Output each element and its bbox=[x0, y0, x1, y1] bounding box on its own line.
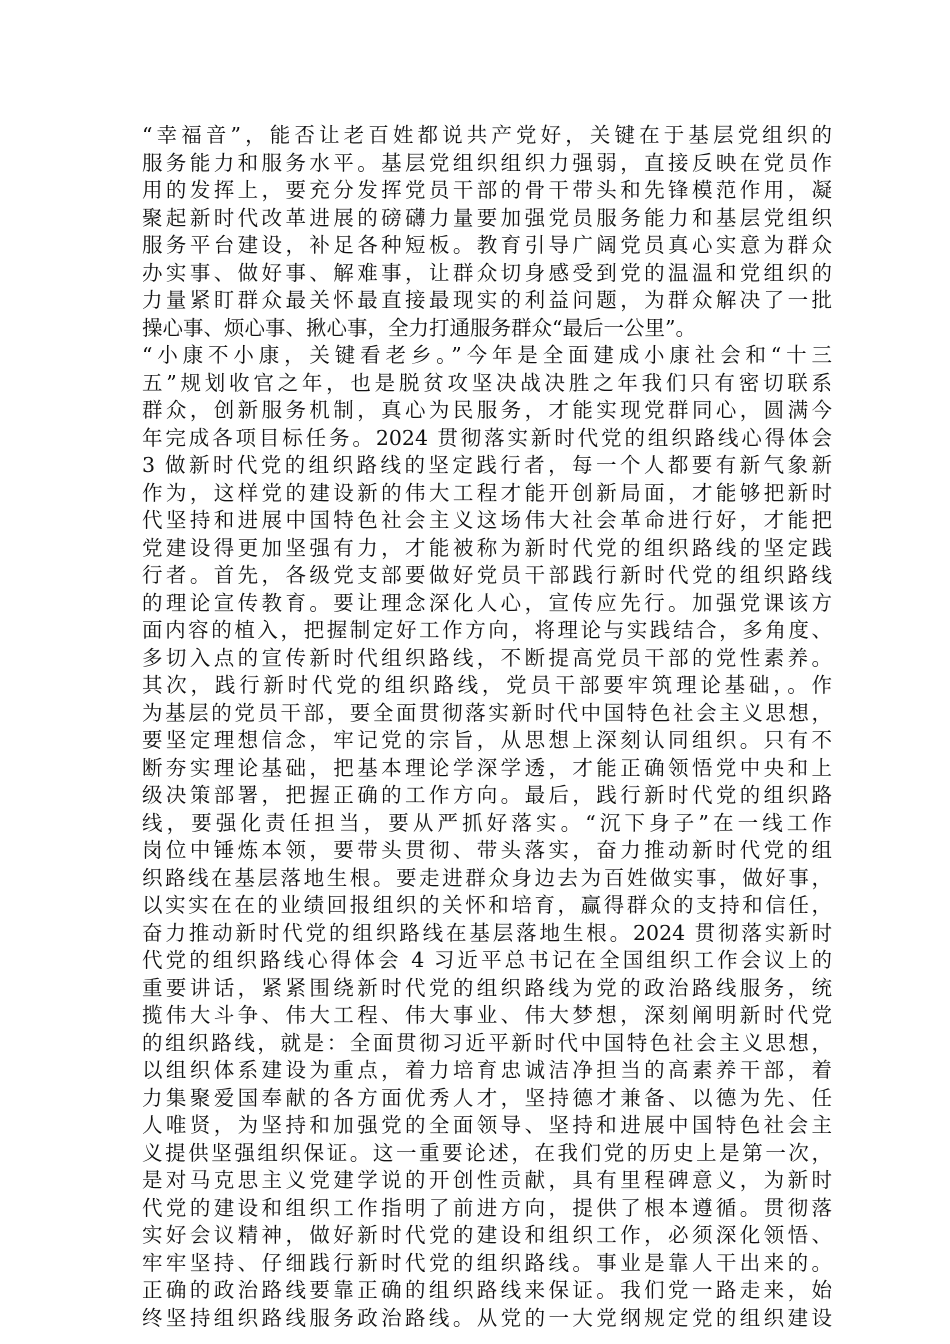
text-line: 代党的建设和组织工作指明了前进方向，提供了根本遵循。贯彻落 bbox=[142, 1195, 832, 1220]
text-line: 是对马克思主义党建学说的开创性贡献，具有里程碑意义，为新时 bbox=[142, 1168, 832, 1192]
text-line: 用的发挥上，要充分发挥党员干部的骨干带头和先锋模范作用，凝 bbox=[142, 178, 832, 202]
text-line: 力集聚爱国奉献的各方面优秀人才，坚持德才兼备、以德为先、任 bbox=[142, 1085, 832, 1110]
text-line: 级决策部署，把握正确的工作方向。最后，践行新时代党的组织路 bbox=[142, 783, 832, 807]
text-line: 终坚持组织路线服务政治路线。从党的一大党纲规定党的组织建设 bbox=[142, 1305, 832, 1330]
text-line: 奋力推动新时代党的组织路线在基层落地生根。2024 贯彻落实新时 bbox=[142, 920, 832, 945]
text-line: 岗位中锤炼本领，要带头贯彻、带头落实，奋力推动新时代党的组 bbox=[142, 838, 832, 862]
text-line: 代党的组织路线心得体会 4 习近平总书记在全国组织工作会议上的 bbox=[142, 948, 832, 972]
text-line: 年完成各项目标任务。2024 贯彻落实新时代党的组织路线心得体会 bbox=[142, 425, 832, 450]
text-line: 以组织体系建设为重点，着力培育忠诚洁净担当的高素养干部，着 bbox=[142, 1058, 832, 1082]
text-line: 线，要强化责任担当，要从严抓好落实。“沉下身子”在一线工作 bbox=[142, 810, 832, 835]
text-line: 作为，这样党的建设新的伟大工程才能开创新局面，才能够把新时 bbox=[142, 480, 832, 505]
text-line: 揽伟大斗争、伟大工程、伟大事业、伟大梦想，深刻阐明新时代党 bbox=[142, 1003, 832, 1027]
text-line: 的组织路线，就是：全面贯彻习近平新时代中国特色社会主义思想， bbox=[142, 1030, 832, 1055]
text-line: 服务平台建设，补足各种短板。教育引导广阔党员真心实意为群众 bbox=[142, 233, 832, 257]
text-line: 义提供坚强组织保证。这一重要论述，在我们党的历史上是第一次， bbox=[142, 1140, 832, 1165]
text-line: 操心事、烦心事、揪心事，全力打通服务群众“最后一公里”。 bbox=[142, 315, 696, 340]
text-line: 行者。首先，各级党支部要做好党员干部践行新时代党的组织路线 bbox=[142, 563, 832, 587]
text-line: 牢牢坚持、仔细践行新时代党的组织路线。事业是靠人干出来的。 bbox=[142, 1250, 832, 1275]
text-line: 正确的政治路线要靠正确的组织路线来保证。我们党一路走来，始 bbox=[142, 1278, 832, 1302]
text-line: 织路线在基层落地生根。要走进群众身边去为百姓做实事，做好事， bbox=[142, 865, 832, 890]
text-line: “幸福音”，能否让老百姓都说共产党好，关键在于基层党组织的 bbox=[142, 123, 832, 147]
text-line: 其次，践行新时代党的组织路线，党员干部要牢筑理论基础，。作 bbox=[142, 673, 832, 697]
text-line: 群众，创新服务机制，真心为民服务，才能实现党群同心，圆满今 bbox=[142, 398, 832, 422]
text-line: “小康不小康，关键看老乡。”今年是全面建成小康社会和“十三 bbox=[142, 343, 832, 367]
text-line: 面内容的植入，把握制定好工作方向，将理论与实践结合，多角度、 bbox=[142, 618, 832, 642]
text-line: 力量紧盯群众最关怀最直接最现实的利益问题，为群众解决了一批 bbox=[142, 288, 832, 312]
text-line: 党建设得更加坚强有力，才能被称为新时代党的组织路线的坚定践 bbox=[142, 535, 832, 560]
text-line: 断夯实理论基础，把基本理论学深学透，才能正确领悟党中央和上 bbox=[142, 755, 832, 780]
text-line: 3 做新时代党的组织路线的坚定践行者，每一个人都要有新气象新 bbox=[142, 453, 832, 477]
text-line: 为基层的党员干部，要全面贯彻落实新时代中国特色社会主义思想， bbox=[142, 700, 832, 725]
text-line: 聚起新时代改革进展的磅礴力量要加强党员服务能力和基层党组织 bbox=[142, 205, 832, 230]
text-line: 实好会议精神，做好新时代党的建设和组织工作，必须深化领悟、 bbox=[142, 1223, 832, 1247]
text-line: 五”规划收官之年，也是脱贫攻坚决战决胜之年我们只有密切联系 bbox=[142, 370, 832, 395]
text-line: 代坚持和进展中国特色社会主义这场伟大社会革命进行好，才能把 bbox=[142, 508, 832, 532]
text-line: 服务能力和服务水平。基层党组织组织力强弱，直接反映在党员作 bbox=[142, 150, 832, 175]
text-line: 重要讲话，紧紧围绕新时代党的组织路线为党的政治路线服务，统 bbox=[142, 975, 832, 1000]
text-line: 以实实在在的业绩回报组织的关怀和培育，赢得群众的支持和信任， bbox=[142, 893, 832, 917]
text-line: 的理论宣传教育。要让理念深化人心，宣传应先行。加强党课该方 bbox=[142, 590, 832, 615]
text-line: 人唯贤，为坚持和加强党的全面领导、坚持和进展中国特色社会主 bbox=[142, 1113, 832, 1137]
text-line: 办实事、做好事、解难事，让群众切身感受到党的温温和党组织的 bbox=[142, 260, 832, 285]
text-line: 要坚定理想信念，牢记党的宗旨，从思想上深刻认同组织。只有不 bbox=[142, 728, 832, 752]
text-line: 多切入点的宣传新时代组织路线，不断提高党员干部的党性素养。 bbox=[142, 645, 832, 670]
body-text bbox=[142, 122, 832, 1332]
